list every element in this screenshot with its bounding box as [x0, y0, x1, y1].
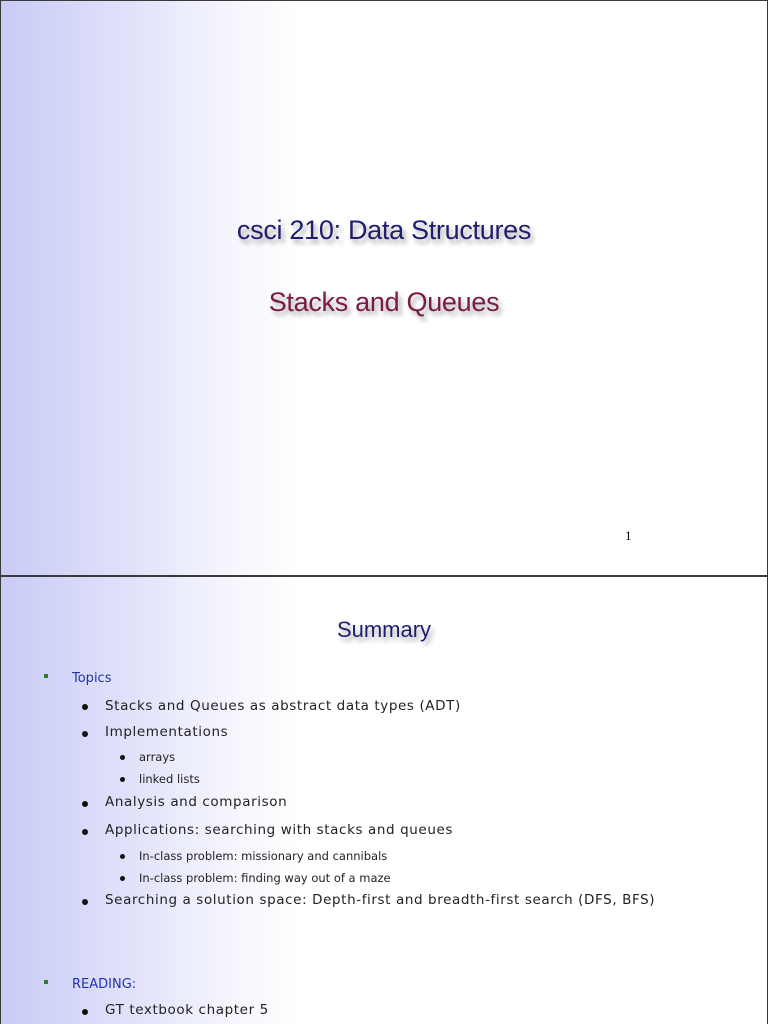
topic-linked-lists: linked lists	[139, 772, 200, 786]
topics-label: Topics	[72, 671, 112, 686]
bullet-icon	[82, 731, 88, 737]
bullet-icon	[120, 876, 125, 881]
course-title: csci 210: Data Structures	[236, 215, 532, 245]
bullet-icon	[82, 899, 88, 905]
reading-label: READING:	[72, 977, 137, 992]
bullet-icon	[82, 1009, 88, 1015]
topic-implementations: Implementations	[105, 724, 229, 740]
square-bullet-icon	[44, 980, 48, 984]
square-bullet-icon	[44, 674, 48, 678]
topic-applications: Applications: searching with stacks and queues	[105, 822, 454, 838]
bullet-icon	[82, 829, 88, 835]
topic-problem-2: In-class problem: finding way out of a maze	[139, 871, 391, 885]
bullet-icon	[82, 704, 88, 710]
topic-searching: Searching a solution space: Depth-first and breadth-first search (DFS, BFS)	[105, 892, 656, 908]
page-number: 1	[625, 528, 632, 543]
topic-analysis: Analysis and comparison	[105, 794, 288, 810]
summary-title: Summary	[336, 617, 432, 642]
bullet-icon	[82, 801, 88, 807]
bullet-icon	[120, 755, 125, 760]
bullet-icon	[120, 777, 125, 782]
summary-slide	[0, 576, 768, 1024]
lecture-subtitle: Stacks and Queues	[268, 287, 500, 317]
bullet-icon	[120, 854, 125, 859]
reading-textbook: GT textbook chapter 5	[105, 1002, 269, 1018]
topic-problem-1: In-class problem: missionary and cannibals	[139, 849, 388, 863]
topic-arrays: arrays	[139, 750, 176, 764]
topic-adt: Stacks and Queues as abstract data types (ADT)	[105, 698, 461, 714]
